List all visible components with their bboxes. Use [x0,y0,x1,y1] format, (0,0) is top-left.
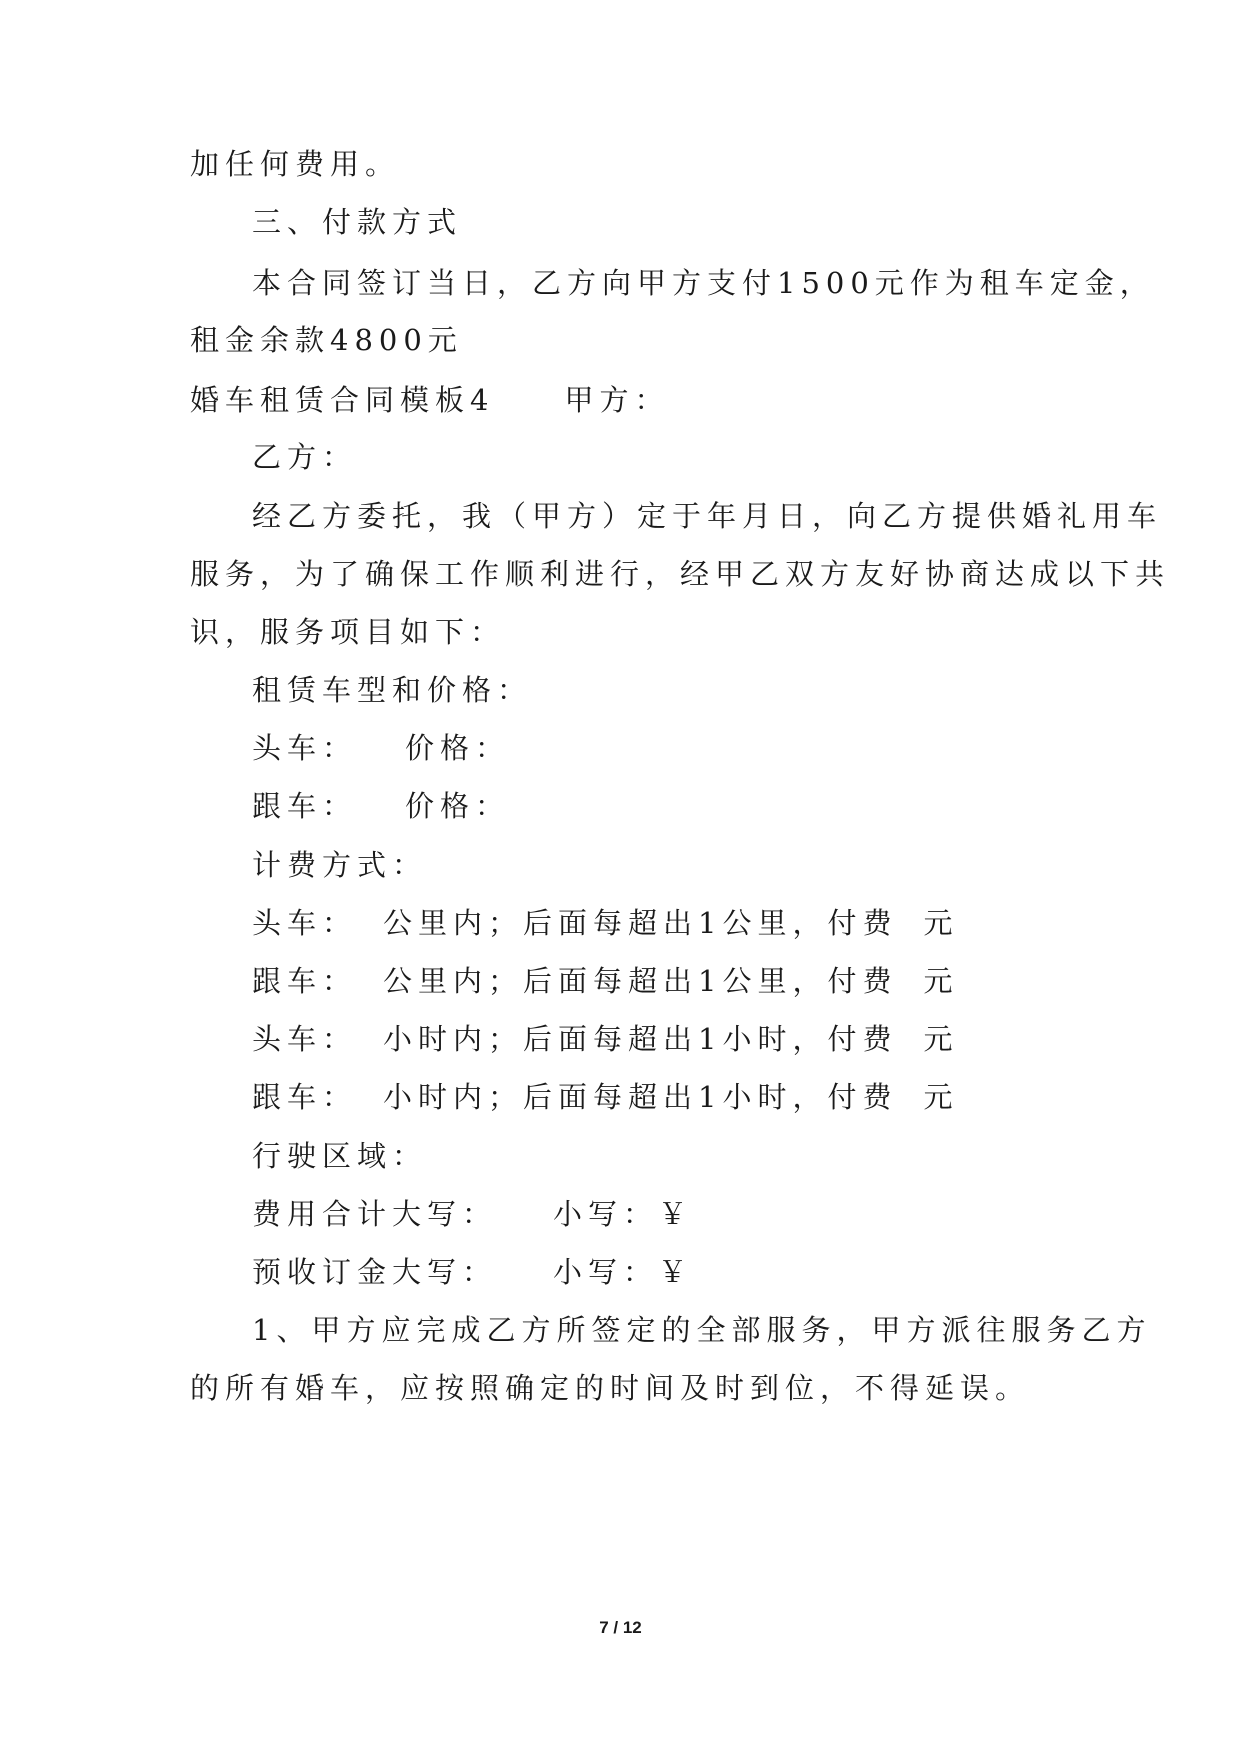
fee-line [252,1019,958,1059]
fee-unit: 元 [923,1080,959,1114]
field-label: 跟车： [252,964,358,998]
fee-line [252,1077,958,1117]
paragraph-line: 服务，为了确保工作顺利进行，经甲乙双方友好协商达成以下共 [190,557,1171,591]
field-label: 价格： [405,789,511,823]
party-b-label: 乙方： [252,440,358,474]
fee-unit: 元 [923,1022,959,1056]
party-a-label: 甲方： [564,383,670,417]
section-heading: 三、付款方式 [252,205,463,239]
paragraph-line: 经乙方委托，我（甲方）定于年月日，向乙方提供婚礼用车 [252,499,1163,533]
paragraph-line: 识，服务项目如下： [190,615,506,649]
field-label: 费用合计大写： [252,1197,498,1231]
contract-title: 婚车租赁合同模板4 [190,383,495,417]
follow-car-price-line [252,786,510,826]
field-label: 小写：￥ [553,1255,694,1289]
field-label: 头车： [252,1022,358,1056]
fee-text: 公里内；后面每超出1公里，付费 [383,906,898,940]
fee-text: 小时内；后面每超出1小时，付费 [383,1022,898,1056]
fee-line [252,903,958,943]
fee-unit: 元 [923,964,959,998]
fee-line [252,961,958,1001]
total-fee-line [252,1194,693,1234]
paragraph-line: 租赁车型和价格： [252,673,533,707]
fee-unit: 元 [923,906,959,940]
deposit-line [252,1252,693,1292]
paragraph-line: 的所有婚车，应按照确定的时间及时到位，不得延误。 [190,1371,1031,1405]
paragraph-line: 1、甲方应完成乙方所签定的全部服务，甲方派往服务乙方 [252,1313,1152,1347]
paragraph-line: 本合同签订当日，乙方向甲方支付1500元作为租车定金， [252,266,1155,300]
fee-text: 公里内；后面每超出1公里，付费 [383,964,898,998]
paragraph-line: 行驶区域： [252,1139,428,1173]
page-number: 7 / 12 [599,1618,642,1637]
field-label: 跟车： [252,789,358,823]
field-label: 小写：￥ [553,1197,694,1231]
paragraph-line: 租金余款4800元 [190,323,463,357]
field-label: 跟车： [252,1080,358,1114]
field-label: 头车： [252,731,358,765]
contract-title-line [190,380,669,420]
lead-car-price-line [252,728,510,768]
paragraph-line: 加任何费用。 [190,147,401,181]
field-label: 价格： [405,731,511,765]
field-label: 预收订金大写： [252,1255,498,1289]
field-label: 头车： [252,906,358,940]
fee-text: 小时内；后面每超出1小时，付费 [383,1080,898,1114]
paragraph-line: 计费方式： [252,848,428,882]
